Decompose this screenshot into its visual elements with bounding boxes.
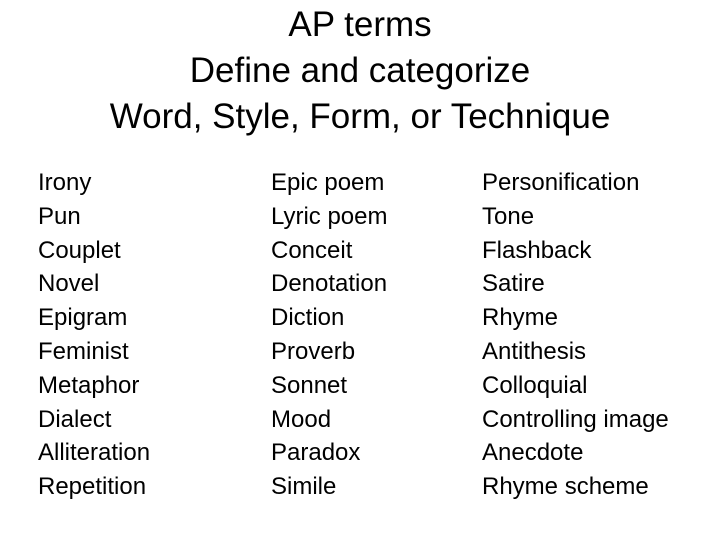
- title-line-3: Word, Style, Form, or Technique: [109, 97, 611, 136]
- term-item: Epic poem: [271, 169, 385, 196]
- term-item: Denotation: [271, 270, 388, 298]
- term-item: Rhyme scheme: [482, 473, 649, 501]
- term-column-2: [271, 166, 387, 504]
- term-item: Personification: [482, 169, 640, 196]
- term-item: Anecdote: [482, 439, 584, 467]
- term-column-1: [38, 166, 150, 504]
- term-item: Pun: [38, 202, 81, 230]
- term-item: Epigram: [38, 304, 128, 332]
- term-item: Paradox: [271, 439, 361, 467]
- term-item: Controlling image: [482, 405, 669, 433]
- term-item: Dialect: [38, 405, 112, 433]
- term-item: Metaphor: [38, 371, 140, 399]
- term-item: Rhyme: [482, 304, 559, 332]
- term-item: Colloquial: [482, 371, 588, 399]
- term-item: Proverb: [271, 337, 356, 365]
- term-item: Tone: [482, 202, 535, 230]
- term-item: Mood: [271, 405, 332, 433]
- term-item: Flashback: [482, 236, 592, 264]
- term-item: Conceit: [271, 236, 353, 264]
- term-item: Satire: [482, 270, 545, 298]
- term-column-3: [482, 166, 669, 504]
- title-line-2: Define and categorize: [189, 51, 531, 90]
- term-item: Feminist: [38, 337, 129, 365]
- term-item: Couplet: [38, 236, 121, 264]
- term-item: Simile: [271, 473, 337, 501]
- title-line-1: AP terms: [288, 5, 432, 44]
- term-item: Novel: [38, 270, 100, 298]
- slide-title: [0, 2, 720, 140]
- term-item: Irony: [38, 169, 92, 196]
- term-item: Sonnet: [271, 371, 348, 399]
- term-item: Repetition: [38, 473, 147, 501]
- term-item: Alliteration: [38, 439, 151, 467]
- term-item: Diction: [271, 304, 345, 332]
- term-item: Lyric poem: [271, 202, 388, 230]
- term-item: Antithesis: [482, 337, 587, 365]
